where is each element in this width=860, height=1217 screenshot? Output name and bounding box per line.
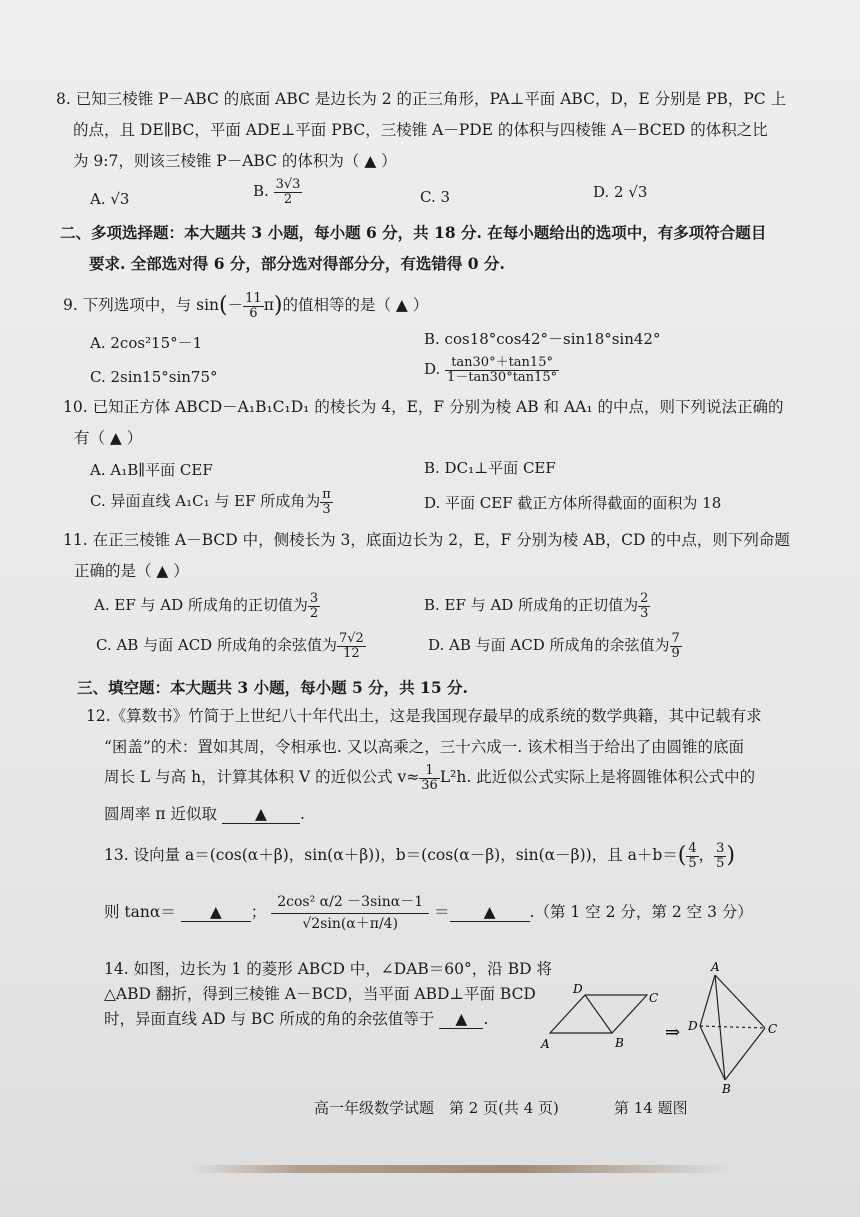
rhombus-label-c: C: [649, 991, 659, 1005]
q12-answer-blank: ▲: [222, 807, 300, 824]
q11-option-a-num: 3: [309, 591, 319, 606]
q11-option-a-fraction: [308, 592, 320, 620]
tetra-label-d: D: [688, 1019, 698, 1033]
q13-expression-fraction: [271, 895, 429, 931]
tetra-label-b: B: [722, 1082, 731, 1095]
q13-line1: 13. 设向量 a＝(cos(α＋β)，sin(α＋β))，b＝(cos(α－β)，sin(α－β))，且 a＋b＝( $\frac{4}{5}$ ， $\frac{3}{5}$ ): [104, 841, 736, 871]
fold-arrow-icon: ⇒: [665, 1022, 681, 1043]
page-edge-shadow: [190, 1165, 730, 1173]
q9-stem: 9. 下列选项中，与 sin(－ $\frac{11}{6}$ π)的值相等的是（ ▲ ）: [63, 291, 429, 321]
q14-figure: [535, 960, 795, 1095]
q11-option-b-num: 2: [640, 591, 649, 606]
q9-stem-sign: －: [227, 296, 244, 315]
tetrahedron-diagram: [700, 975, 765, 1080]
section2-heading-line1: 二、多项选择题：本大题共 3 小题，每小题 6 分，共 18 分. 在每小题给出的选项中，有多项符合题目: [60, 223, 767, 242]
q9-option-d-den: 1－tan30°tan15°: [447, 369, 558, 385]
page-footer: 高一年级数学试题 第 2 页(共 4 页): [314, 1099, 559, 1117]
q9-option-d-fraction: [445, 356, 559, 384]
q13-vec-den1: 5: [688, 855, 697, 871]
tetra-label-c: C: [768, 1022, 778, 1036]
tetra-label-a: A: [711, 960, 720, 974]
q10-option-b: B. DC₁⊥平面 CEF: [424, 459, 556, 477]
q12-line3: [104, 764, 755, 792]
q11-line1: 11. 在正三棱锥 A－BCD 中，侧棱长为 3，底面边长为 2，E，F 分别为棱 AB，CD 的中点，则下列命题: [63, 531, 790, 549]
q10-option-a: A. A₁B∥平面 CEF: [90, 461, 213, 479]
section2-heading-line2: 要求. 全部选对得 6 分，部分选对得部分分，有选错得 0 分.: [89, 254, 505, 273]
q13-expression-den: √2sin(α＋π/4): [302, 915, 399, 932]
q12-line4-text: 圆周率 π 近似取: [104, 805, 218, 823]
q10-option-d: D. 平面 CEF 截正方体所得截面的面积为 18: [424, 494, 722, 512]
q11-option-d-num: 7: [671, 631, 680, 646]
q12-formula-num: 1: [419, 764, 440, 779]
q10-option-c-den: 3: [322, 501, 331, 517]
q10-line2: 有（ ▲ ）: [74, 429, 143, 447]
q11-option-a-den: 2: [309, 605, 319, 621]
q9-stem-post: 的值相等的是（ ▲ ）: [282, 296, 429, 315]
q11-option-d: [428, 632, 682, 660]
rhombus-diagram: [550, 995, 647, 1033]
q14-line1: 14. 如图，边长为 1 的菱形 ABCD 中，∠DAB＝60°，沿 BD 将: [104, 960, 552, 978]
q11-option-a: [94, 592, 320, 620]
q11-option-c-num: 7√2: [338, 631, 364, 646]
q11-option-c: [96, 632, 366, 660]
q11-option-a-pre: A. EF 与 AD 所成角的正切值为: [94, 596, 308, 615]
section3-heading: 三、填空题：本大题共 3 小题，每小题 5 分，共 15 分.: [77, 678, 468, 697]
q9-option-d-prefix: D.: [424, 360, 441, 379]
q14-answer-blank: ▲: [439, 1012, 483, 1029]
q13-vec-num1: 4: [688, 841, 697, 856]
rhombus-label-b: B: [615, 1036, 624, 1050]
q13-answer-blank-1: ▲: [181, 905, 251, 922]
q12-formula-den: 36: [421, 777, 438, 793]
rhombus-label-a: A: [541, 1037, 550, 1051]
q11-option-c-pre: C. AB 与面 ACD 所成角的余弦值为: [96, 636, 337, 655]
q12-line4: [104, 807, 305, 824]
q8-line1: 8. 已知三棱锥 P－ABC 的底面 ABC 是边长为 2 的正三角形，PA⊥平面 ABC，D，E 分别是 PB，PC 上: [56, 90, 787, 108]
q10-line1: 10. 已知正方体 ABCD－A₁B₁C₁D₁ 的棱长为 4，E，F 分别为棱 AB 和 AA₁ 的中点，则下列说法正确的: [63, 398, 784, 416]
q14-line3: [104, 1012, 488, 1029]
q9-option-b: B. cos18°cos42°－sin18°sin42°: [424, 330, 661, 348]
q9-stem-fraction: [243, 292, 264, 320]
q13-vec-frac1: [686, 842, 698, 870]
q13-vec-den2: 5: [716, 855, 725, 871]
q12-line1: 12.《算数书》竹简于上世纪八十年代出土，这是我国现存最早的成系统的数学典籍，其中记载有求: [86, 707, 762, 725]
q9-stem-den: 6: [249, 305, 258, 321]
q9-stem-pi: π: [263, 296, 274, 315]
q14-line3-text: 时，异面直线 AD 与 BC 所成的角的余弦值等于: [104, 1010, 435, 1028]
q8-option-b: [253, 178, 302, 206]
q8-option-d: D. 2 √3: [593, 183, 648, 201]
q11-option-b-pre: B. EF 与 AD 所成角的正切值为: [424, 596, 639, 615]
q10-option-c: [90, 488, 333, 516]
q11-option-d-pre: D. AB 与面 ACD 所成角的余弦值为: [428, 636, 670, 655]
q13-line1-pre: 13. 设向量 a＝(cos(α＋β)，sin(α＋β))，b＝(cos(α－β)，sin(α－β))，且 a＋b＝: [104, 846, 678, 865]
q11-option-b: [424, 592, 650, 620]
q14-line2: △ABD 翻折，得到三棱锥 A－BCD，当平面 ABD⊥平面 BCD: [104, 985, 536, 1003]
q11-option-c-den: 12: [343, 645, 360, 661]
q9-option-d-num: tan30°＋tan15°: [445, 356, 559, 371]
q12-line3-pre: 周长 L 与高 h，计算其体积 V 的近似公式 v≈: [104, 768, 420, 787]
q12-line4-end: .: [299, 805, 305, 823]
q9-option-c: C. 2sin15°sin75°: [90, 368, 218, 386]
q11-line2: 正确的是（ ▲ ）: [74, 562, 189, 580]
q8-option-a: A. √3: [90, 190, 130, 208]
q9-option-a: A. 2cos²15°－1: [90, 334, 203, 352]
figure-caption: 第 14 题图: [614, 1099, 688, 1117]
rhombus-label-d: D: [573, 982, 583, 996]
q13-line2-post: .（第 1 空 2 分，第 2 空 3 分）: [529, 903, 753, 922]
q14-line3-end: .: [483, 1010, 489, 1028]
q9-option-d: [424, 356, 559, 384]
q8-option-b-prefix: B.: [253, 182, 269, 201]
q12-line2: “囷盖”的术：置如其周，令相承也. 又以高乘之，三十六成一. 该术相当于给出了由圆锥的底面: [104, 738, 745, 756]
q11-option-b-den: 3: [640, 605, 649, 621]
q9-stem-pre: 9. 下列选项中，与 sin: [63, 296, 220, 315]
q12-formula-fraction: [419, 764, 440, 792]
q13-vec-frac2: [714, 842, 726, 870]
q11-option-c-fraction: [337, 632, 366, 660]
q11-option-d-fraction: [670, 632, 682, 660]
q8-option-b-fraction: [274, 178, 303, 206]
q13-expression-num: 2cos² α/2 －3sinα－1: [271, 895, 429, 914]
q12-line3-post: L²h. 此近似公式实际上是将圆锥体积公式中的: [439, 768, 756, 787]
q11-option-d-den: 9: [671, 645, 680, 661]
q10-option-c-pre: C. 异面直线 A₁C₁ 与 EF 所成角为: [90, 492, 321, 511]
q9-stem-num: 11: [245, 291, 262, 306]
q13-line2-pre: 则 tanα＝: [104, 903, 176, 922]
q8-line2: 的点，且 DE∥BC，平面 ADE⊥平面 PBC，三棱锥 A－PDE 的体积与四棱锥 A－BCED 的体积之比: [73, 121, 768, 139]
q13-line2: 则 tanα＝ ▲ ； $\frac{\text{2cos² α/2 －3sinα－1}}{√2\sin(\alpha+\pi/4)}$ ＝ ▲ .（第 1 空 2 分，第 2 空 3 分）: [104, 894, 753, 932]
q11-option-b-fraction: [638, 592, 650, 620]
q8-option-c: C. 3: [420, 188, 451, 206]
q10-option-c-num: π: [322, 487, 331, 502]
q8-option-b-den: 2: [283, 191, 293, 207]
q13-vec-num2: 3: [716, 841, 725, 856]
q8-line3: 为 9:7，则该三棱锥 P－ABC 的体积为（ ▲ ）: [73, 152, 397, 170]
q10-option-c-fraction: [320, 488, 333, 516]
q8-option-b-num: 3√3: [275, 177, 301, 192]
q13-answer-blank-2: ▲: [450, 905, 530, 922]
